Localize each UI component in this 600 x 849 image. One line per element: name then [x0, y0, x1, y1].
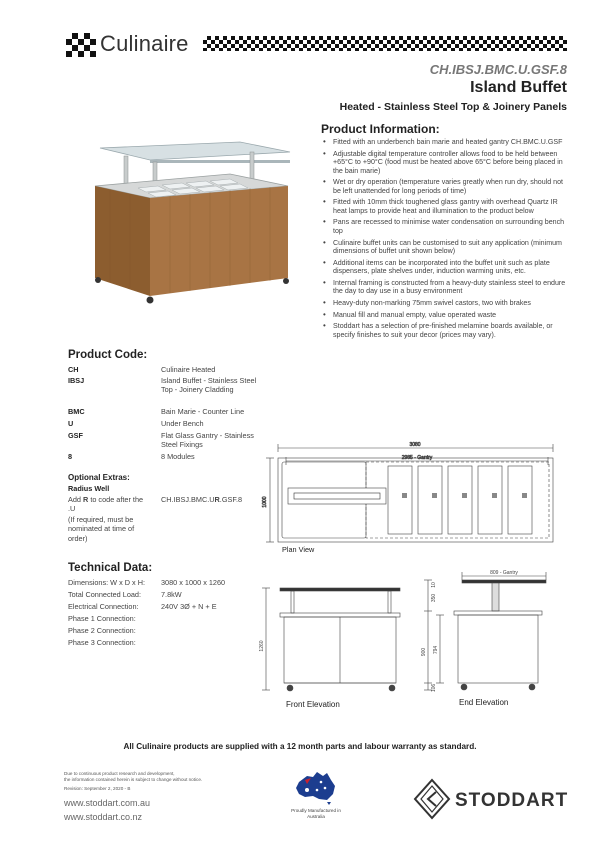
website-link-au[interactable]: www.stoddart.com.au — [64, 798, 151, 808]
product-info-item: • Wet or dry operation (temperature varies greatly when run dry, should not be left unattended for long periods of time) — [321, 178, 569, 195]
dim-900: 900 — [421, 647, 427, 657]
revision-date: Revision: September 2, 2020 - B — [64, 786, 131, 791]
code-desc: Flat Glass Gantry - Stainless Steel Fixings — [161, 431, 254, 450]
product-info-item: • Heavy-duty non-marking 75mm swivel castors, two with brakes — [321, 299, 569, 307]
product-info-item: • Stoddart has a selection of pre-finished melamine boards available, or specify finishes to suit your decor (prices may vary). — [321, 322, 569, 339]
dim-total-width: 3080 — [409, 442, 421, 448]
dim-gantry-width: 2985 - Gantry — [401, 455, 433, 461]
product-code-heading: Product Code: — [68, 349, 148, 361]
code-key: GSF — [68, 431, 83, 440]
code-desc: Under Bench — [161, 419, 204, 428]
australia-map-icon — [293, 768, 339, 806]
made-in-australia: Proudly Manufactured in Australia — [291, 808, 341, 819]
dim-106: 106 — [431, 683, 437, 693]
optional-extras-heading: Optional Extras: — [68, 473, 130, 482]
brand-name: Culinaire — [100, 31, 189, 56]
tech-label: Phase 1 Connection: — [68, 614, 136, 623]
product-info-item: • Internal framing is constructed from a heavy-duty stainless steel to endure the day to day use in a busy environment — [321, 279, 569, 296]
instruction-letter: R — [83, 495, 89, 504]
tech-value: 240V 3Ø + N + E — [161, 602, 217, 611]
code-key: BMC — [68, 407, 85, 416]
front-elevation-drawing — [258, 578, 408, 696]
product-info-item: • Manual fill and manual empty, value operated waste — [321, 311, 569, 319]
model-code: CH.IBSJ.BMC.U.GSF.8 — [429, 62, 567, 77]
plan-view-drawing — [258, 440, 580, 558]
product-info-list — [321, 138, 569, 342]
code-key: 8 — [68, 452, 73, 461]
code-desc: Island Buffet - Stainless Steel Top - Joinery Cladding — [161, 376, 257, 395]
front-elevation-label: Front Elevation — [286, 700, 340, 709]
tech-label: Phase 2 Connection: — [68, 626, 136, 635]
product-info-item: • Fitted with an underbench bain marie and heated gantry CH.BMC.U.GSF — [321, 138, 569, 146]
tech-value: 3080 x 1000 x 1260 — [161, 578, 226, 587]
dim-10: 10 — [431, 582, 437, 588]
code-key: U — [68, 419, 74, 428]
dim-depth: 1000 — [262, 496, 268, 508]
tech-value: 7.8kW — [161, 590, 182, 599]
website-link-nz[interactable]: www.stoddart.co.nz — [64, 812, 143, 822]
tech-label: Total Connected Load: — [68, 590, 142, 599]
instruction-text: to code after the .U — [68, 495, 144, 514]
page-title: Island Buffet — [470, 79, 567, 96]
dim-794: 794 — [433, 645, 439, 655]
code-text: CH.IBSJ.BMC.U — [161, 495, 215, 504]
tech-label: Electrical Connection: — [68, 602, 139, 611]
optional-extra-instruction — [68, 495, 150, 514]
code-key: IBSJ — [68, 376, 85, 385]
company-name: STODDART — [455, 790, 569, 811]
optional-extra-note: (If required, must be nominated at time of order) — [68, 515, 135, 543]
warranty-statement: All Culinaire products are supplied with a 12 month parts and labour warranty as standard. — [123, 742, 477, 751]
end-elevation-drawing — [420, 566, 570, 696]
end-elevation-label: End Elevation — [459, 698, 509, 707]
dim-height: 1260 — [259, 640, 265, 652]
code-letter: R — [214, 495, 220, 504]
product-info-heading: Product Information: — [321, 122, 440, 136]
code-desc: Culinaire Heated — [161, 365, 216, 374]
dim-gantry-depth: 809 - Gantry — [490, 570, 518, 576]
technical-data-heading: Technical Data: — [68, 562, 153, 574]
code-key: CH — [68, 365, 79, 374]
stoddart-logo-icon — [413, 778, 451, 820]
optional-extra-title: Radius Well — [68, 484, 110, 493]
optional-extra-code — [161, 495, 242, 504]
product-info-item: • Fitted with 10mm thick toughened glass gantry with overhead Quartz IR heat lamps to provide heat and illumination to the product below — [321, 198, 569, 215]
product-info-item: • Adjustable digital temperature controller allows food to be held between +65°C to +90°C (food must be heated above 65°C before being placed in the bain marie) — [321, 150, 569, 175]
product-info-item: • Pans are recessed to minimise water condensation on surrounding bench top — [321, 218, 569, 235]
code-desc: Bain Marie - Counter Line — [161, 407, 245, 416]
tech-label: Phase 3 Connection: — [68, 638, 136, 647]
code-desc: 8 Modules — [161, 452, 195, 461]
product-info-item: • Additional items can be incorporated into the buffet unit such as plate dispensers, plate shelves under, induction warming units, etc. — [321, 259, 569, 276]
code-text: .GSF.8 — [219, 495, 243, 504]
product-info-item: • Culinaire buffet units can be customised to suit any application (minimum dimensions of buffet unit shown below) — [321, 239, 569, 256]
page-subtitle: Heated - Stainless Steel Top & Joinery Panels — [339, 101, 567, 113]
disclaimer-line: Due to continuous product research and development, — [64, 771, 175, 776]
disclaimer-line: the information contained herein is subject to change without notice. — [64, 777, 203, 782]
plan-view-label: Plan View — [282, 545, 315, 554]
checker-banner — [203, 36, 567, 51]
instruction-text: Add — [68, 495, 84, 504]
tech-label: Dimensions: W x D x H: — [68, 578, 146, 587]
product-image — [90, 138, 302, 306]
culinaire-logo-icon — [66, 31, 96, 59]
dim-350: 350 — [431, 593, 437, 603]
